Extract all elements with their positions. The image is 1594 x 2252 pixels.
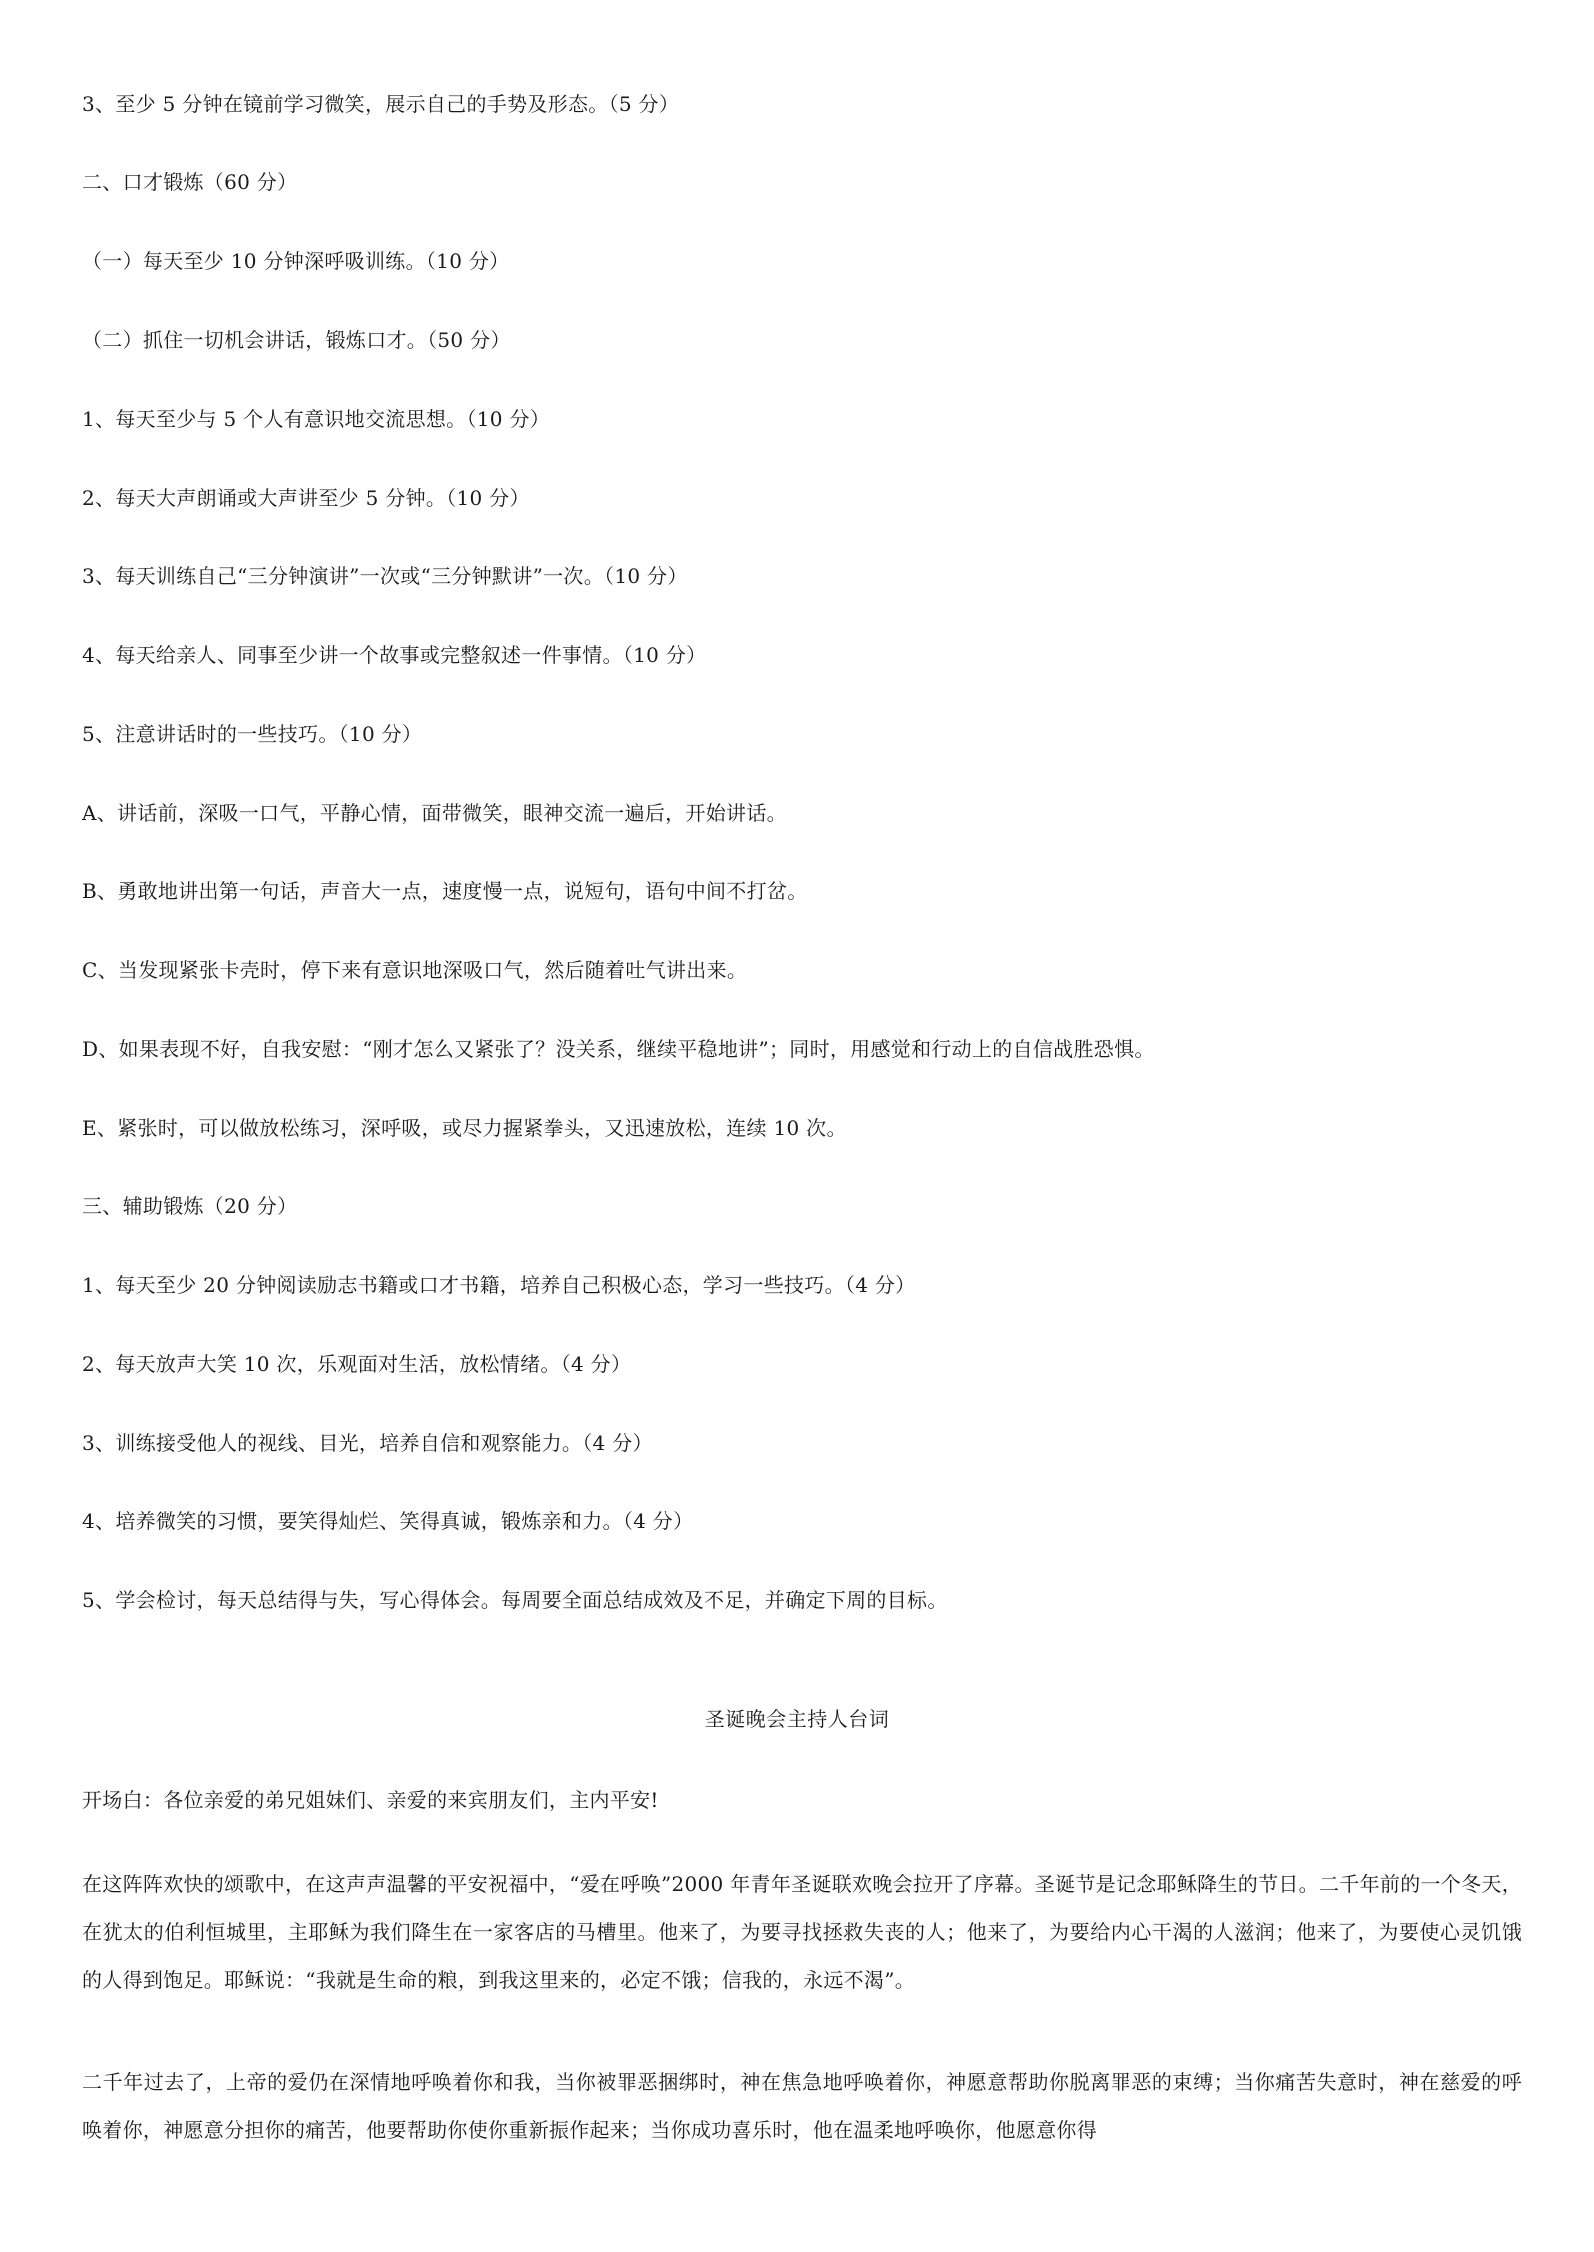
section3-item-3: 3、训练接受他人的视线、目光，培养自信和观察能力。（4 分） [82, 1431, 653, 1455]
section1-item-3: 3、至少 5 分钟在镜前学习微笑，展示自己的手势及形态。（5 分） [82, 92, 680, 116]
tip-d: D、如果表现不好，自我安慰：“刚才怎么又紧张了？没关系，继续平稳地讲”；同时，用感觉和行动上的自信战胜恐惧。 [82, 1037, 1155, 1061]
section2-sub1: （一）每天至少 10 分钟深呼吸训练。（10 分） [82, 249, 510, 273]
section2-item-3: 3、每天训练自己“三分钟演讲”一次或“三分钟默讲”一次。（10 分） [82, 564, 688, 588]
script-title: 圣诞晚会主持人台词 [704, 1707, 890, 1731]
section2-sub2: （二）抓住一切机会讲话，锻炼口才。（50 分） [82, 328, 511, 352]
section3-item-5: 5、学会检讨，每天总结得与失，写心得体会。每周要全面总结成效及不足，并确定下周的目标。 [82, 1588, 948, 1612]
script-paragraph-1: 在这阵阵欢快的颂歌中，在这声声温馨的平安祝福中，“爱在呼唤”2000 年青年圣诞联欢晚会拉开了序幕。圣诞节是记念耶稣降生的节日。二千年前的一个冬天，在犹太的伯利恒城里，主耶稣为我们降生在一家客店的马槽里。他来了，为要寻找拯救失丧的人；他来了，为要给内心干渴的人滋润；他来了，为要使心灵饥饿的人得到饱足。耶稣说：“我就是生命的粮，到我这里来的，必定不饿；信我的，永远不渴”。 [82, 1872, 1522, 1992]
tip-e: E、紧张时，可以做放松练习，深呼吸，或尽力握紧拳头，又迅速放松，连续 10 次。 [82, 1116, 847, 1140]
script-opening: 开场白：各位亲爱的弟兄姐妹们、亲爱的来宾朋友们，主内平安! [82, 1788, 659, 1812]
section3-item-2: 2、每天放声大笑 10 次，乐观面对生活，放松情绪。（4 分） [82, 1352, 632, 1376]
section2-item-5: 5、注意讲话时的一些技巧。（10 分） [82, 722, 423, 746]
tip-a: A、讲话前，深吸一口气，平静心情，面带微笑，眼神交流一遍后，开始讲话。 [82, 801, 787, 825]
tip-c: C、当发现紧张卡壳时，停下来有意识地深吸口气，然后随着吐气讲出来。 [82, 958, 748, 982]
script-paragraph-2: 二千年过去了，上帝的爱仍在深情地呼唤着你和我，当你被罪恶捆绑时，神在焦急地呼唤着你，神愿意帮助你脱离罪恶的束缚；当你痛苦失意时，神在慈爱的呼唤着你，神愿意分担你的痛苦，他要帮助你使你重新振作起来；当你成功喜乐时，他在温柔地呼唤你，他愿意你得 [82, 2070, 1522, 2142]
tip-b: B、勇敢地讲出第一句话，声音大一点，速度慢一点，说短句，语句中间不打岔。 [82, 879, 808, 903]
section2-heading: 二、口才锻炼（60 分） [82, 170, 298, 194]
section3-item-1: 1、每天至少 20 分钟阅读励志书籍或口才书籍，培养自己积极心态，学习一些技巧。（4 分） [82, 1273, 916, 1297]
section3-item-4: 4、培养微笑的习惯，要笑得灿烂、笑得真诚，锻炼亲和力。（4 分） [82, 1509, 694, 1533]
section2-item-4: 4、每天给亲人、同事至少讲一个故事或完整叙述一件事情。（10 分） [82, 643, 707, 667]
section2-item-2: 2、每天大声朗诵或大声讲至少 5 分钟。（10 分） [82, 486, 530, 510]
section3-heading: 三、辅助锻炼（20 分） [82, 1194, 298, 1218]
section2-item-1: 1、每天至少与 5 个人有意识地交流思想。（10 分） [82, 407, 551, 431]
